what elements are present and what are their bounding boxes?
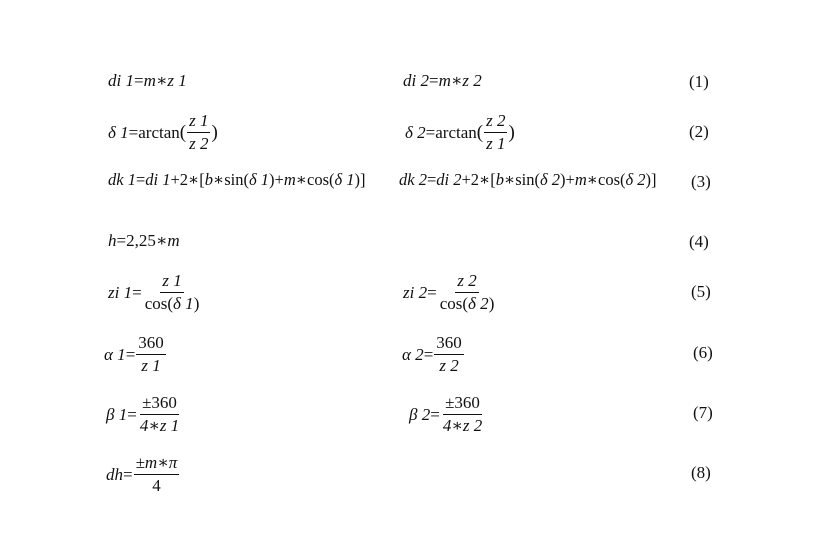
equals-sign: = [125, 344, 136, 364]
plus-sign: + [461, 170, 471, 189]
fraction-numerator: ±m∗π [134, 454, 180, 475]
plus-sign: + [565, 170, 575, 189]
sin-fn: sin [224, 170, 244, 189]
left-paren: ( [462, 293, 469, 313]
eq2-right-lhs: δ 2 [405, 122, 426, 142]
eq1-left-lhs: di 1 [108, 71, 134, 90]
equation-3-right [399, 172, 657, 189]
eq4-coefficient: 2,25 [126, 231, 156, 250]
fraction-denominator: z 1 [141, 355, 161, 375]
var-b: b [495, 170, 505, 189]
equals-sign: = [423, 344, 434, 364]
left-bracket: [ [199, 170, 205, 189]
fraction-numerator: z 1 [187, 112, 210, 133]
cos-fn: cos [439, 293, 463, 313]
right-bracket: ] [651, 170, 657, 189]
equals-sign: = [116, 231, 127, 250]
arctan-fn: arctan [435, 122, 477, 142]
fraction-denominator [438, 293, 497, 313]
eq5-left-lhs: zi 1 [108, 282, 133, 302]
right-paren: ) [269, 170, 275, 189]
multiply-sign: ∗ [188, 170, 200, 189]
equals-sign: = [427, 282, 437, 302]
fraction-denominator [143, 293, 202, 313]
eq3-left-di: di 1 [145, 170, 171, 189]
equation-5-left [108, 272, 202, 313]
arctan-fn: arctan [138, 122, 180, 142]
eq2-left-lhs: δ 1 [108, 122, 129, 142]
eq1-right-m: m [438, 71, 451, 90]
plus-sign: + [274, 170, 284, 189]
right-paren: ) [193, 293, 200, 313]
eq1-right-z: z 2 [462, 71, 482, 90]
eq1-left-m: m [143, 71, 156, 90]
multiply-sign: ∗ [479, 170, 491, 189]
equals-sign: = [135, 170, 146, 189]
cos-fn: cos [598, 170, 620, 189]
cos-fn: cos [307, 170, 329, 189]
eq1-right-lhs: di 2 [403, 71, 429, 90]
eq8-lhs: dh [106, 464, 123, 484]
delta-1: δ 1 [173, 293, 194, 313]
eq6-right-lhs: α 2 [402, 344, 424, 364]
two: 2 [179, 170, 189, 189]
sin-fn: sin [515, 170, 535, 189]
equals-sign: = [132, 282, 142, 302]
left-paren: ( [167, 293, 174, 313]
delta-2: δ 2 [540, 170, 561, 189]
equals-sign: = [123, 464, 133, 484]
multiply-sign: ∗ [155, 231, 168, 250]
equals-sign: = [133, 71, 144, 90]
eq7-right-lhs: β 2 [409, 404, 431, 424]
multiply-sign: ∗ [295, 170, 307, 189]
eq3-left-lhs: dk 1 [108, 170, 136, 189]
multiply-sign: ∗ [155, 71, 168, 90]
plus-sign: + [170, 170, 180, 189]
right-paren: ) [645, 170, 652, 189]
multiply-sign: ∗ [450, 71, 463, 90]
equation-number-8: (8) [691, 463, 711, 482]
equals-sign: = [127, 404, 137, 424]
left-paren: ( [534, 170, 540, 189]
equation-1-left [108, 72, 187, 89]
equation-8 [106, 454, 180, 495]
delta-2: δ 2 [468, 293, 489, 313]
var-m: m [167, 231, 180, 250]
right-paren: ) [508, 121, 515, 143]
delta-1: δ 1 [334, 170, 355, 189]
equation-number-7: (7) [693, 403, 713, 422]
left-paren: ( [243, 170, 249, 189]
eq5-right-lhs: zi 2 [403, 282, 428, 302]
two: 2 [470, 170, 480, 189]
equation-4 [108, 232, 180, 249]
eq5-left-fraction [143, 272, 202, 313]
fraction-numerator: 360 [434, 334, 464, 355]
equation-number-4: (4) [689, 232, 709, 251]
equation-6-left [104, 334, 167, 375]
eq2-left-fraction [187, 112, 210, 153]
left-paren: ( [476, 121, 484, 143]
equation-2-right [405, 112, 515, 153]
left-paren: ( [329, 170, 335, 189]
fraction-numerator: z 2 [484, 112, 507, 133]
equation-number-5: (5) [691, 282, 711, 301]
left-paren: ( [620, 170, 626, 189]
equation-number-2: (2) [689, 122, 709, 141]
eq1-left-z: z 1 [167, 71, 187, 90]
fraction-numerator: ±360 [140, 394, 179, 415]
left-bracket: [ [490, 170, 496, 189]
equation-number-6: (6) [693, 343, 713, 362]
right-paren: ) [354, 170, 361, 189]
equals-sign: = [430, 404, 440, 424]
eq5-right-fraction [438, 272, 497, 313]
fraction-denominator: z 2 [189, 133, 209, 153]
equals-sign: = [128, 122, 139, 142]
equation-5-right [403, 272, 497, 313]
eq7-left-fraction [138, 394, 181, 435]
eq3-right-lhs: dk 2 [399, 170, 427, 189]
equation-2-left [108, 112, 218, 153]
right-paren: ) [211, 121, 218, 143]
var-m: m [283, 170, 296, 189]
fraction-denominator: 4 [152, 475, 161, 495]
right-bracket: ] [360, 170, 366, 189]
fraction-numerator: ±360 [443, 394, 482, 415]
delta-1: δ 1 [249, 170, 270, 189]
fraction-numerator: 360 [136, 334, 166, 355]
equation-7-left [106, 394, 182, 435]
right-paren: ) [488, 293, 495, 313]
eq3-right-di: di 2 [436, 170, 462, 189]
cos-fn: cos [144, 293, 168, 313]
eq6-left-lhs: α 1 [104, 344, 126, 364]
fraction-denominator: 4∗z 2 [442, 415, 483, 435]
eq7-right-fraction [441, 394, 484, 435]
equals-sign: = [426, 170, 437, 189]
equation-number-1: (1) [689, 72, 709, 91]
multiply-sign: ∗ [504, 170, 516, 189]
equation-6-right [402, 334, 465, 375]
equation-1-right [403, 72, 482, 89]
equals-sign: = [425, 122, 436, 142]
multiply-sign: ∗ [586, 170, 598, 189]
eq2-right-fraction [484, 112, 507, 153]
fraction-numerator: z 1 [160, 272, 183, 293]
equation-3-left [108, 172, 366, 189]
fraction-numerator: z 2 [455, 272, 478, 293]
equation-number-3: (3) [691, 172, 711, 191]
delta-2: δ 2 [625, 170, 646, 189]
var-b: b [204, 170, 214, 189]
var-m: m [574, 170, 587, 189]
left-paren: ( [179, 121, 187, 143]
multiply-sign: ∗ [213, 170, 225, 189]
eq7-left-lhs: β 1 [106, 404, 128, 424]
fraction-denominator: 4∗z 1 [139, 415, 180, 435]
fraction-denominator: z 2 [439, 355, 459, 375]
eq4-lhs: h [108, 231, 117, 250]
eq8-fraction [134, 454, 180, 495]
equation-7-right [409, 394, 485, 435]
right-paren: ) [560, 170, 566, 189]
eq6-right-fraction [434, 334, 464, 375]
equals-sign: = [428, 71, 439, 90]
fraction-denominator: z 1 [486, 133, 506, 153]
eq6-left-fraction [136, 334, 166, 375]
